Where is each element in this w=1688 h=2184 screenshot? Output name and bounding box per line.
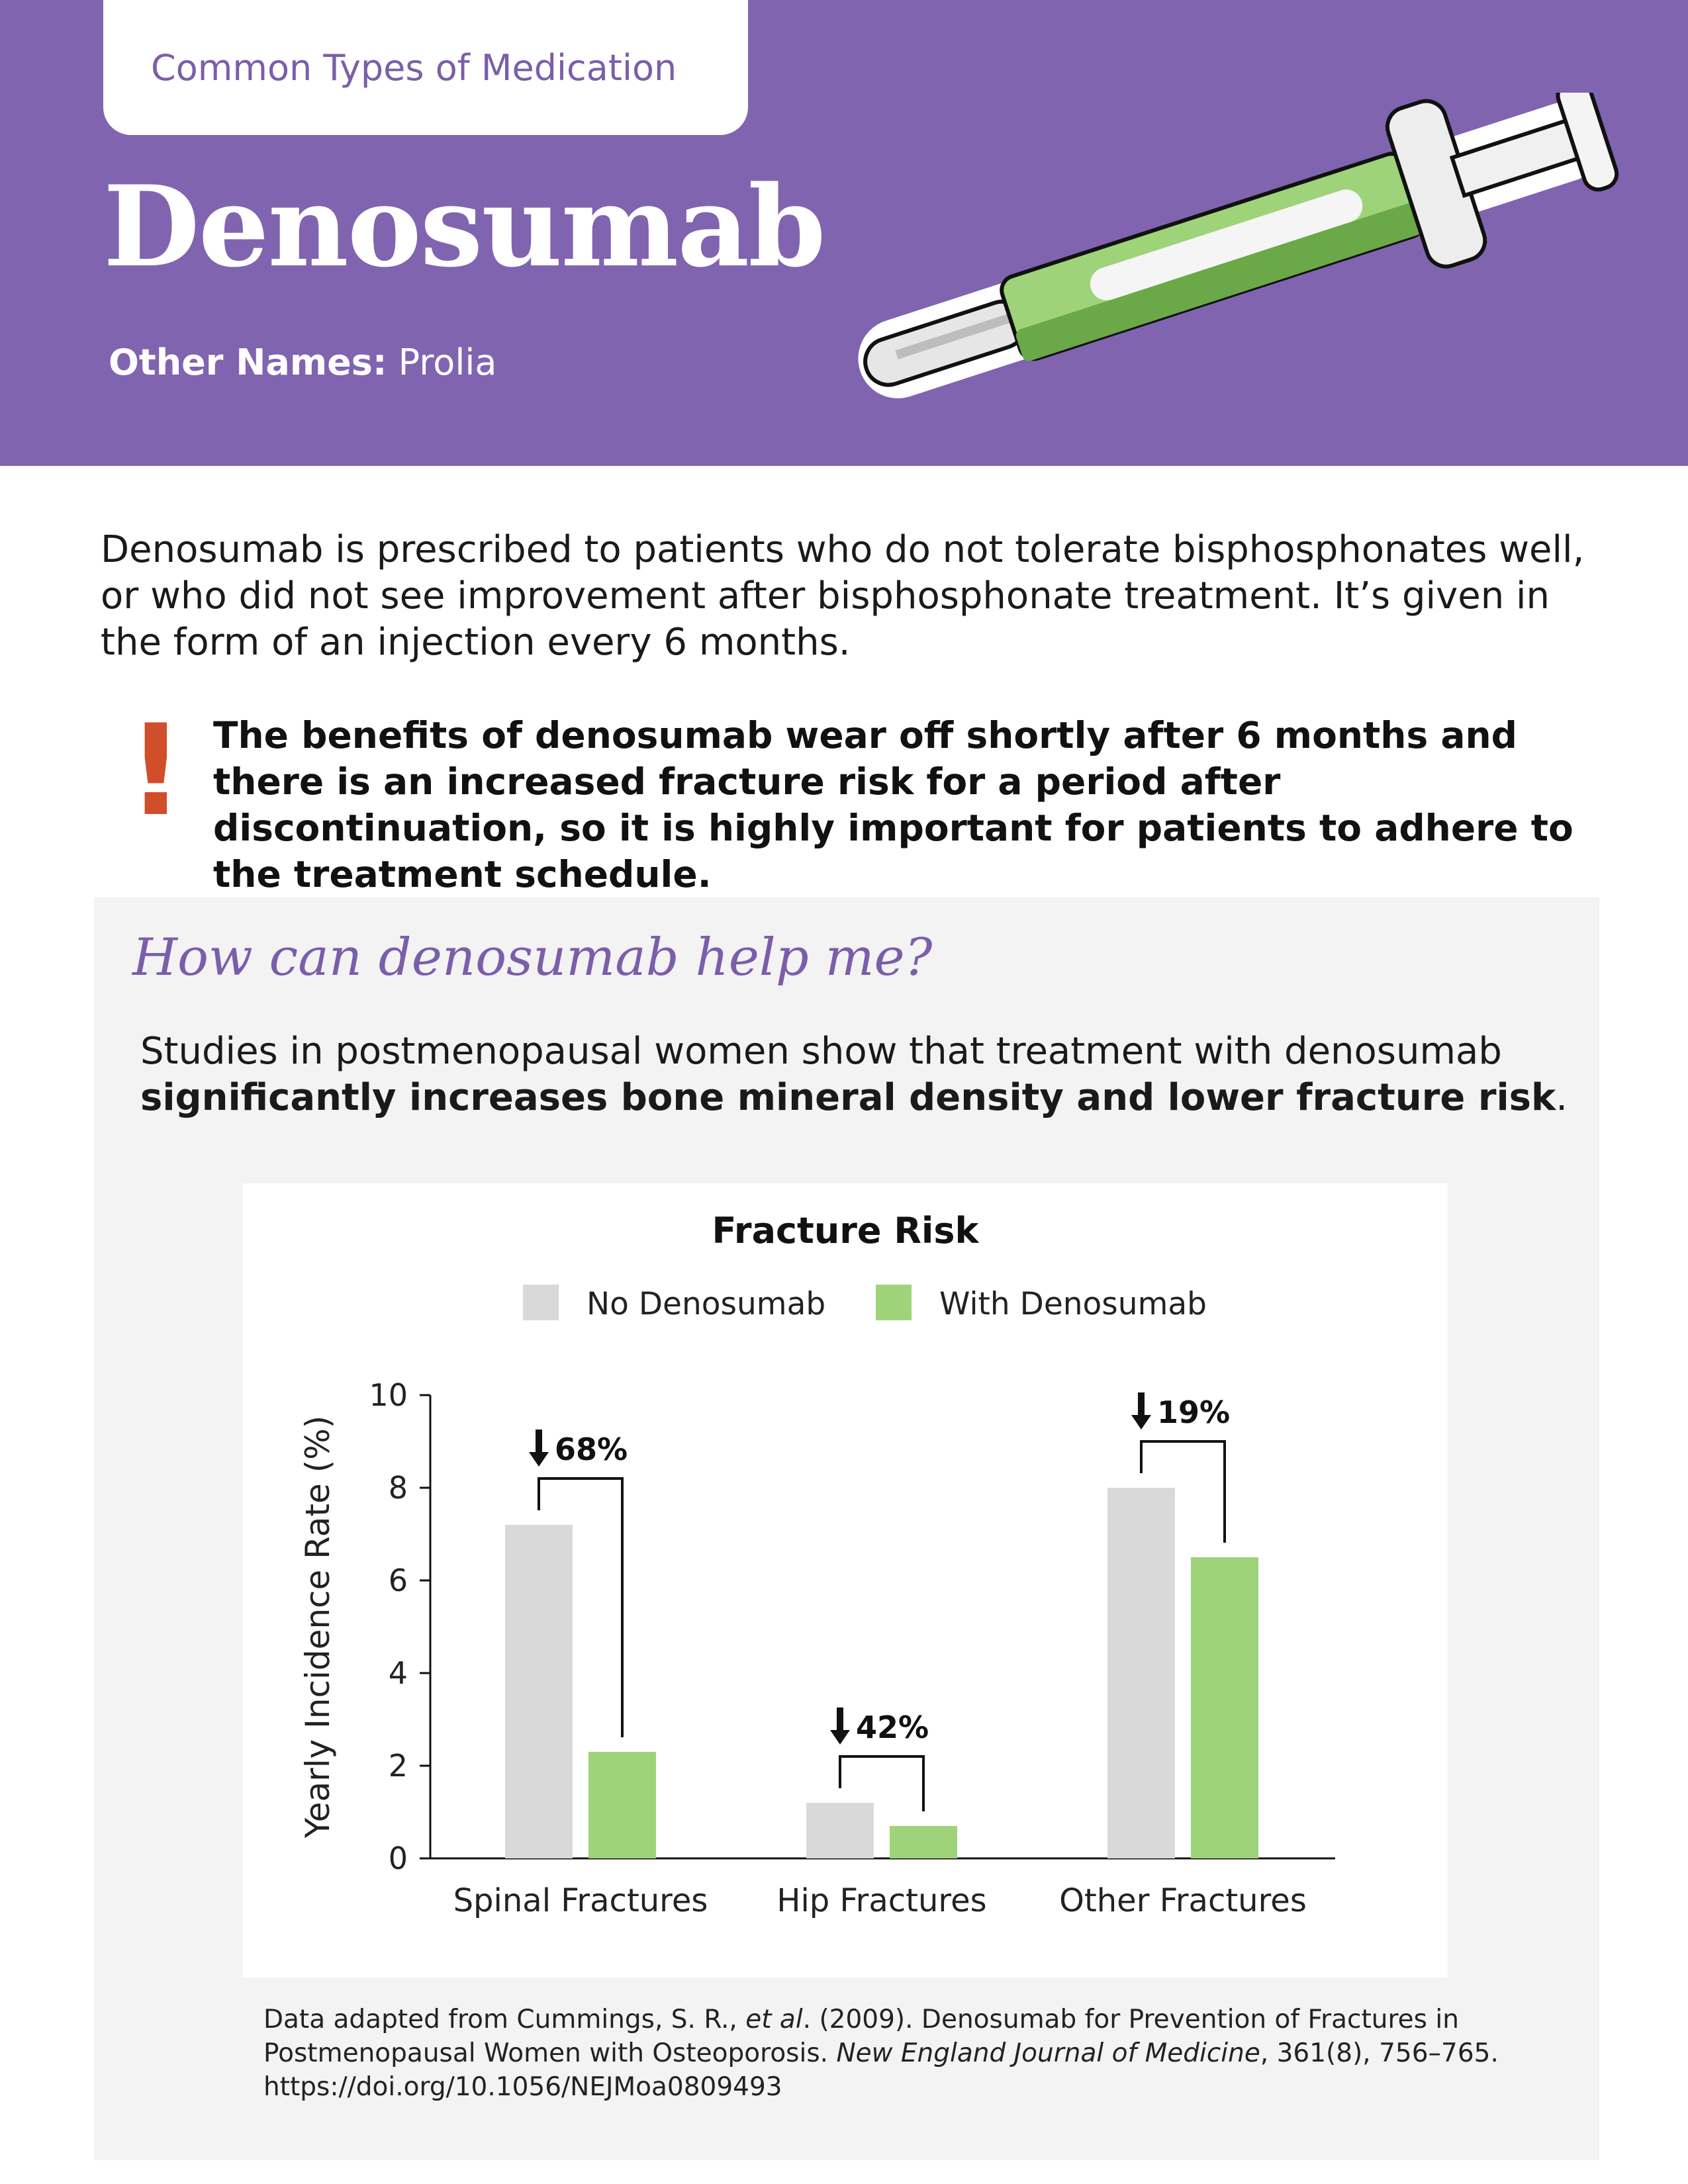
y-tick-label: 2 (388, 1748, 408, 1784)
citation-italic: et al (745, 2005, 803, 2034)
header-banner (0, 0, 1688, 466)
down-arrow-icon (830, 1707, 850, 1745)
bar (806, 1803, 874, 1858)
legend-swatch (523, 1285, 559, 1320)
exclamation-icon: ! (127, 698, 185, 844)
other-names-value: Prolia (387, 341, 497, 383)
bar (1107, 1488, 1175, 1858)
citation-part: Data adapted from Cummings, S. R., (263, 2005, 746, 2034)
change-annotation: 19% (1157, 1394, 1231, 1430)
change-annotation: 42% (856, 1709, 929, 1745)
section-heading: How can denosumab help me? (132, 928, 933, 987)
other-names-label: Other Names: (109, 341, 387, 383)
citation-part: . (2009). Denosumab for Prevention of Fractures in Postmenopausal Women with Osteoporosis. (263, 2005, 1459, 2068)
citation-journal: New England Journal of Medicine (836, 2038, 1260, 2068)
chart-card (243, 1183, 1448, 1978)
legend-label: With Denosumab (939, 1286, 1207, 1322)
chart-title: Fracture Risk (712, 1210, 979, 1251)
y-tick-label: 8 (388, 1470, 408, 1506)
body-plain: Studies in postmenopausal women show that treatment with denosumab (140, 1030, 1502, 1073)
change-annotation: 68% (555, 1432, 628, 1467)
down-arrow-icon (529, 1430, 549, 1467)
page-title: Denosumab (103, 161, 825, 292)
body-end: . (1556, 1076, 1568, 1119)
other-names (109, 341, 496, 383)
y-tick-label: 10 (369, 1377, 408, 1413)
bar (1191, 1557, 1258, 1858)
legend-swatch (876, 1285, 912, 1320)
y-tick-label: 6 (388, 1563, 408, 1598)
y-tick-label: 0 (388, 1841, 408, 1876)
x-tick-label: Other Fractures (1059, 1882, 1307, 1919)
syringe-icon (821, 93, 1655, 404)
down-arrow-icon (1131, 1392, 1151, 1430)
section-body (140, 1028, 1570, 1121)
x-tick-label: Hip Fractures (776, 1882, 987, 1919)
bar (890, 1826, 957, 1858)
x-tick-label: Spinal Fractures (453, 1882, 708, 1919)
intro-paragraph: Denosumab is prescribed to patients who do not tolerate bisphosphonates well, or who did not see improvement after bisphosphonate treatment. It’s given in the form of an injection every 6 months. (101, 528, 1585, 664)
bar (588, 1752, 656, 1858)
category-label: Common Types of Medication (103, 0, 748, 135)
legend-label: No Denosumab (586, 1286, 826, 1322)
fracture-risk-chart (243, 1183, 1448, 1978)
source-citation (263, 2003, 1548, 2104)
citation-part: , 361(8), 756–765. https://doi.org/10.1056/NEJMoa0809493 (263, 2038, 1499, 2102)
y-axis-label: Yearly Incidence Rate (%) (299, 1415, 337, 1839)
body-bold: significantly increases bone mineral density and lower fracture risk (140, 1076, 1556, 1119)
bar (505, 1525, 573, 1858)
y-tick-label: 4 (388, 1655, 408, 1691)
warning-text: The benefits of denosumab wear off shortly after 6 months and there is an increased fracture risk for a period after discontinuation, so it is highly important for patients to adhere to the treatment schedule. (213, 714, 1573, 895)
help-panel (94, 897, 1599, 2160)
